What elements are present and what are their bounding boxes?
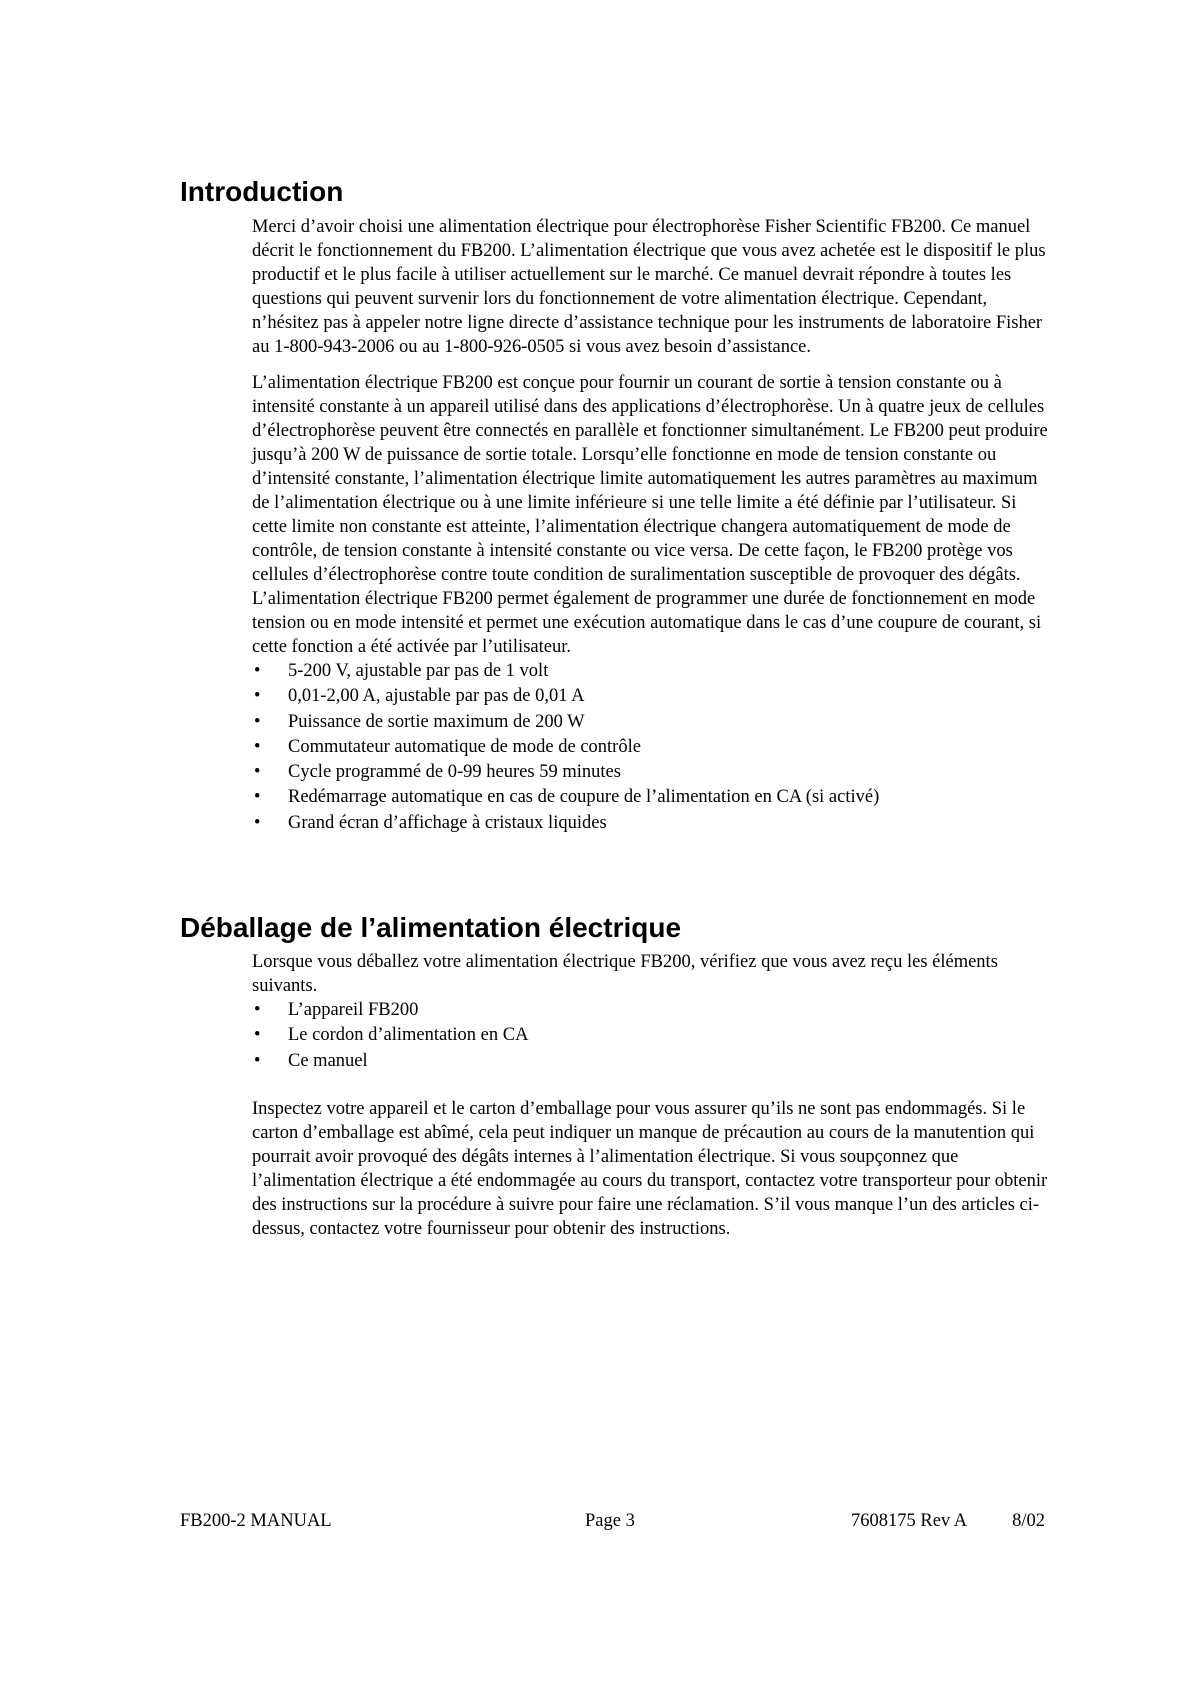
section-heading-introduction: Introduction <box>180 176 344 207</box>
list-item: • Grand écran d’affichage à cristaux liquides <box>252 811 1052 836</box>
list-item: • Commutateur automatique de mode de contrôle <box>252 735 1052 760</box>
feature-list <box>252 659 1052 836</box>
introduction-body <box>252 215 1052 836</box>
bullet-icon: • <box>254 711 261 732</box>
list-item: • Redémarrage automatique en cas de coupure de l’alimentation en CA (si activé) <box>252 785 1052 810</box>
footer-manual-title: FB200-2 MANUAL <box>180 1511 332 1531</box>
list-item: • Puissance de sortie maximum de 200 W <box>252 710 1052 735</box>
list-item: • Cycle programmé de 0-99 heures 59 minutes <box>252 760 1052 785</box>
unpacking-body <box>252 950 1052 1241</box>
intro-paragraph-2: L’alimentation électrique FB200 est conçue pour fournir un courant de sortie à tension constante ou à intensité constante à un appareil utilisé dans des applications d’électrophorèse. Un à quatre jeux de cellules d’électrophorèse peuvent être connectés en parallèle et fonctionner simultanément. Le FB200 peut produire jusqu’à 200 W de puissance de sortie totale. Lorsqu’elle fonctionne en mode de tension constante ou d’intensité constante, l’alimentation électrique limite automatiquement les autres paramètres au maximum de l’alimentation électrique ou à une limite inférieure si une telle limite a été définie par l’utilisateur. Si cette limite non constante est atteinte, l’alimentation électrique changera automatiquement de mode de contrôle, de tension constante à intensité constante ou vice versa. De cette façon, le FB200 protège vos cellules d’électrophorèse contre toute condition de suralimentation susceptible de provoquer des dégâts. L’alimentation électrique FB200 permet également de programmer une durée de fonctionnement en mode tension ou en mode intensité et permet une exécution automatique dans le cas d’une coupure de courant, si cette fonction a été activée par l’utilisateur. <box>252 373 1048 657</box>
contents-list <box>252 998 1052 1074</box>
list-item: • 0,01-2,00 A, ajustable par pas de 0,01 A <box>252 684 1052 709</box>
footer-document-revision: 7608175 Rev A <box>851 1511 968 1531</box>
unpack-paragraph-1: Lorsque vous déballez votre alimentation électrique FB200, vérifiez que vous avez reçu les éléments suivants. <box>252 952 998 996</box>
footer-page-number: Page 3 <box>585 1511 635 1531</box>
unpack-paragraph-2: Inspectez votre appareil et le carton d’emballage pour vous assurer qu’ils ne sont pas endommagés. Si le carton d’emballage est abîmé, cela peut indiquer un manque de précaution au cours de la manutention qui pourrait avoir provoqué des dégâts internes à l’alimentation électrique. Si vous soupçonnez que l’alimentation électrique a été endommagée au cours du transport, contactez votre transporteur pour obtenir des instructions sur la procédure à suivre pour faire une réclamation. S’il vous manque l’un des articles ci-dessus, contactez votre fournisseur pour obtenir des instructions. <box>252 1098 1048 1239</box>
list-item: • Ce manuel <box>252 1049 1052 1074</box>
section-heading-unpacking: Déballage de l’alimentation électrique <box>180 912 682 943</box>
footer-date: 8/02 <box>1012 1511 1045 1531</box>
page-footer <box>180 1508 1045 1534</box>
bullet-icon: • <box>254 812 261 833</box>
bullet-icon: • <box>254 736 261 757</box>
intro-paragraph-1: Merci d’avoir choisi une alimentation électrique pour électrophorèse Fisher Scientific FB200. Ce manuel décrit le fonctionnement du FB200. L’alimentation électrique que vous avez achetée est le dispositif le plus productif et le plus facile à utiliser actuellement sur le marché. Ce manuel devrait répondre à toutes les questions qui peuvent survenir lors du fonctionnement de votre alimentation électrique. Cependant, n’hésitez pas à appeler notre ligne directe d’assistance technique pour les instruments de laboratoire Fisher au 1-800-943-2006 ou au 1-800-926-0505 si vous avez besoin d’assistance. <box>252 217 1046 357</box>
list-item: • 5-200 V, ajustable par pas de 1 volt <box>252 659 1052 684</box>
bullet-icon: • <box>254 1000 261 1020</box>
bullet-icon: • <box>254 1025 261 1046</box>
bullet-icon: • <box>254 787 261 808</box>
bullet-icon: • <box>254 686 261 707</box>
bullet-icon: • <box>254 1050 261 1071</box>
bullet-icon: • <box>254 661 261 681</box>
list-item: • L’appareil FB200 <box>252 998 1052 1023</box>
bullet-icon: • <box>254 762 261 783</box>
list-item: • Le cordon d’alimentation en CA <box>252 1023 1052 1048</box>
